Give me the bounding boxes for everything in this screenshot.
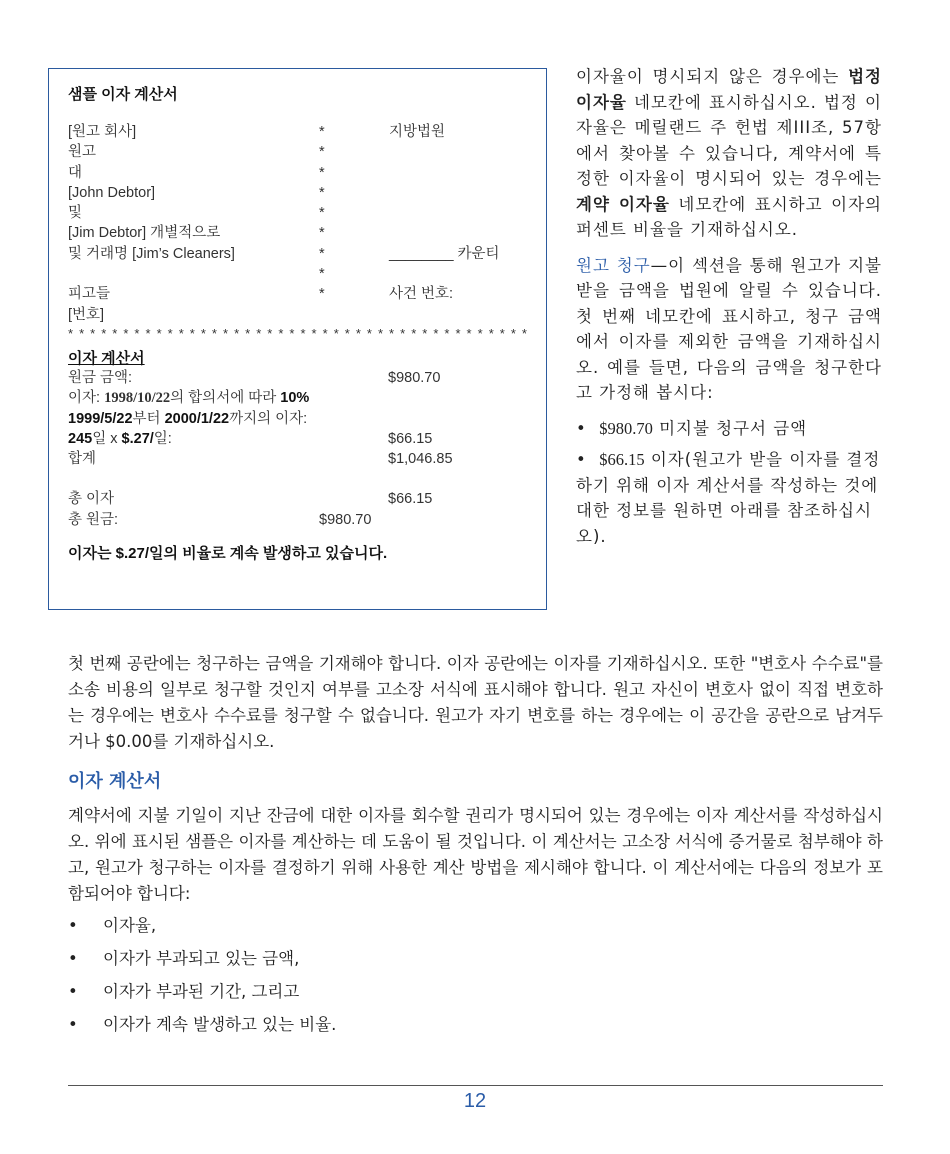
period-line: [68, 409, 528, 429]
text: 부터: [132, 410, 165, 427]
caption-right: [389, 203, 528, 223]
page-number: 12: [463, 1090, 487, 1112]
amount: $980.70: [599, 418, 653, 438]
caption-left: [68, 264, 319, 284]
contract-rate-term: 계약 이자율: [576, 194, 670, 214]
right-column: [576, 64, 882, 555]
caption-star: *: [319, 245, 325, 262]
footer-divider: [68, 1085, 883, 1086]
interest-value: $66.15: [388, 430, 433, 447]
caption-left: 및: [68, 205, 83, 222]
caption-right: [389, 183, 528, 203]
caption-left: [번호]: [68, 306, 105, 323]
caption-left: 대: [68, 164, 83, 181]
text: 이자:: [68, 390, 105, 407]
case-caption: [68, 122, 528, 325]
caption-star: *: [319, 225, 325, 242]
days-line: [68, 429, 388, 449]
caption-star: *: [319, 124, 325, 140]
text: —이 섹션을 통해 원고가 지불 받을 금액을 법원에 알릴 수 있습니다. 첫 번째 네모칸에 표시하고, 청구 금액에서 이자를 제외한 금액을 기재하십시오. 예를 들면, 다음의 금액을 청구한다고 가정해 봅시다:: [576, 255, 882, 402]
principal-value: $980.70: [388, 369, 441, 386]
total-principal-value: $980.70: [319, 511, 372, 528]
bullet-item: • $66.15 이자(원고가 받을 이자를 결정하기 위해 이자 계산서를 작성하는 것에대한 정보를 원하면 아래를 참조하십시오).: [576, 450, 881, 546]
caption-star: *: [319, 266, 325, 283]
total-interest-value: $66.15: [388, 491, 433, 508]
period-from: 1999/5/22: [68, 410, 133, 427]
sample-title: 샘플 이자 계산서: [68, 86, 178, 103]
caption-left: [원고 회사]: [68, 124, 137, 140]
caption-right: [389, 264, 528, 284]
agreement-date: 1998/10/22: [104, 390, 171, 407]
text: 네모칸에 표시하고 이자의 퍼센트 비율을 기재하십시오.: [576, 194, 882, 239]
caption-right: ________ 카운티: [389, 245, 500, 262]
caption-star: [319, 305, 389, 325]
text: 이자율이 명시되지 않은 경우에는: [576, 67, 849, 86]
required-info-list: [68, 913, 883, 1045]
days: 245: [68, 430, 93, 447]
amount: $66.15: [599, 450, 645, 469]
caption-right: [389, 223, 528, 243]
calc-table: [68, 368, 528, 510]
caption-right: 사건 번호:: [389, 286, 454, 303]
caption-left: 원고: [68, 144, 97, 161]
caption-left: 및 거래명 [Jim’s Cleaners]: [68, 245, 235, 262]
text: 까지의 이자:: [229, 410, 308, 427]
caption-star: *: [319, 144, 325, 161]
text: 미지불 청구서 금액: [652, 418, 808, 438]
caption-right: [389, 142, 528, 162]
caption-left: 피고들: [68, 286, 111, 303]
fees-paragraph: 첫 번째 공란에는 청구하는 금액을 기재해야 합니다. 이자 공란에는 이자를 기재하십시오. 또한 "변호사 수수료"를 소송 비용의 일부로 청구할 것인지 여부를 고소장 서식에 표시해야 합니다. 원고 자신이 변호사 없이 직접 변호하는 경우에는 변호사 수수료를 청구할 수 없습니다. 원고가 자기 변호를 하는 경우에는 이 공간을 공란으로 남겨두거나 $0.00를 기재하십시오.: [68, 654, 883, 751]
interest-line: [68, 388, 528, 408]
caption-left: [Jim Debtor] 개별적으로: [68, 225, 221, 242]
plaintiff-claim-term: 원고 청구: [576, 255, 651, 275]
text: 네모칸에 표시하십시오. 법정 이자율은 메릴랜드 주 헌법 제III조, 57항에서 찾아볼 수 있습니다, 계약서에 특정한 이자율이 명시되어 있는 경우에는: [576, 92, 882, 188]
interest-statement-paragraph: 계약서에 지불 기일이 지난 잔금에 대한 이자를 회수할 권리가 명시되어 있는 경우에는 이자 계산서를 작성하십시오. 위에 표시된 샘플은 이자를 계산하는 데 도움이 될 것입니다. 이 계산서는 고소장 서식에 증거물로 첨부해야 하고, 원고가 청구하는 이자를 결정하기 위해 사용한 계산 방법을 제시해야 합니다. 이 계산서에는 다음의 정보가 포함되어야 합니다:: [68, 806, 883, 903]
calc-heading: 이자 계산서: [68, 349, 145, 367]
list-item: • 이자가 부과되고 있는 금액,: [68, 946, 883, 979]
section-heading: 이자 계산서: [68, 771, 162, 792]
main-text: [68, 651, 883, 1045]
caption-right: [389, 163, 528, 183]
caption-star: *: [319, 184, 325, 201]
legal-rate-term: 법정 이자율: [576, 67, 882, 112]
text: 이자(원고가 받을 이자를 결정하기 위해 이자 계산서를 작성하는 것에대한 정보를 원하면 아래를 참조하십시오).: [576, 450, 881, 546]
sum-value: $1,046.85: [388, 451, 453, 468]
accrual-note: 이자는 $.27/일의 비율로 계속 발생하고 있습니다.: [68, 545, 388, 563]
caption-star: *: [319, 164, 325, 181]
caption-right: [389, 305, 528, 325]
sum-label: 합계: [68, 451, 97, 468]
list-item: • 이자율,: [68, 913, 883, 946]
stars-divider: * * * * * * * * * * * * * * * * * * * * * * * * * * * * * * * * * * * * * * * * * *: [68, 326, 529, 341]
principal-label: 원금 금액:: [68, 369, 133, 386]
caption-right: 지방법원: [389, 124, 446, 140]
caption-star: *: [319, 286, 325, 303]
period-to: 2000/1/22: [164, 410, 230, 427]
total-interest-label: 총 이자: [68, 491, 115, 508]
list-item: • 이자가 계속 발생하고 있는 비율.: [68, 1012, 883, 1045]
list-item: • 이자가 부과된 기간, 그리고: [68, 979, 883, 1012]
bullet-item: • $980.70 미지불 청구서 금액: [576, 418, 808, 438]
total-principal-label: 총 원금:: [68, 511, 119, 528]
caption-star: *: [319, 205, 325, 222]
total-principal-row: [68, 510, 528, 530]
plaintiff-claim-paragraph: [576, 253, 882, 406]
text: 일 x: [92, 430, 122, 447]
daily-rate: $.27/: [121, 430, 154, 447]
rate-instructions: [576, 64, 882, 243]
text: 일:: [153, 430, 172, 447]
caption-left: [John Debtor]: [68, 184, 156, 201]
interest-rate: 10%: [280, 390, 310, 407]
sample-interest-statement: [48, 68, 547, 610]
text: 의 합의서에 따라: [170, 390, 281, 407]
